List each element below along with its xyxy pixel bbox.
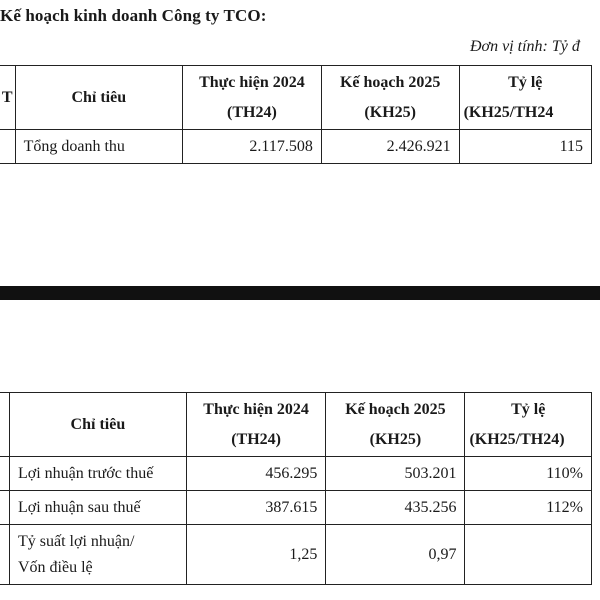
header-kh25-line1: Kế hoạch 2025 <box>339 73 441 91</box>
row-ratio: 115 <box>459 130 591 164</box>
header-th24-line1: Thực hiện 2024 <box>203 400 309 418</box>
header-th24 <box>186 393 326 457</box>
revenue-plan-table <box>0 65 592 164</box>
table-row <box>0 457 592 491</box>
header-kh25-line2: (KH25) <box>364 103 416 121</box>
header-th24-line1: Thực hiện 2024 <box>199 73 305 91</box>
row-label: Lợi nhuận sau thuế <box>10 491 187 525</box>
row-stt <box>0 457 10 491</box>
row-label <box>10 525 187 585</box>
section-divider <box>0 286 600 300</box>
row-kh25: 2.426.921 <box>321 130 459 164</box>
table-row <box>0 525 592 585</box>
header-ratio-line2: (KH25/TH24 <box>463 103 554 121</box>
unit-note: Đơn vị tính: Tỷ đ <box>470 38 580 55</box>
header-ratio-line2: (KH25/TH24) <box>469 430 565 448</box>
header-ratio-line1: Tỷ lệ <box>511 400 546 418</box>
header-kh25-line1: Kế hoạch 2025 <box>345 400 446 418</box>
table-row <box>0 491 592 525</box>
document-title: Kế hoạch kinh doanh Công ty TCO: <box>0 6 267 25</box>
row-label: Tổng doanh thu <box>15 130 182 164</box>
row-kh25: 503.201 <box>326 457 465 491</box>
row-th24: 387.615 <box>186 491 326 525</box>
header-kh25 <box>326 393 465 457</box>
header-th24-line2: (TH24) <box>231 430 281 448</box>
header-chi-tieu: Chỉ tiêu <box>15 66 182 130</box>
header-chi-tieu: Chỉ tiêu <box>10 393 187 457</box>
row-stt <box>0 130 15 164</box>
row-kh25: 0,97 <box>326 525 465 585</box>
row-stt <box>0 525 10 585</box>
table-row <box>0 130 592 164</box>
row-stt <box>0 491 10 525</box>
header-th24-line2: (TH24) <box>227 103 277 121</box>
row-label-line2: Vốn điều lệ <box>18 558 93 576</box>
row-label-line1: Tỷ suất lợi nhuận/ <box>18 532 135 550</box>
header-th24 <box>183 66 322 130</box>
header-kh25 <box>321 66 459 130</box>
header-ratio <box>465 393 592 457</box>
row-ratio: 110% <box>465 457 592 491</box>
row-th24: 1,25 <box>186 525 326 585</box>
row-ratio: 112% <box>465 491 592 525</box>
table-header-row <box>0 66 592 130</box>
row-kh25: 435.256 <box>326 491 465 525</box>
row-th24: 2.117.508 <box>183 130 322 164</box>
header-ratio-line1: Tỷ lệ <box>508 73 543 91</box>
row-th24: 456.295 <box>186 457 326 491</box>
table-header-row <box>0 393 592 457</box>
header-stt <box>0 393 10 457</box>
row-label: Lợi nhuận trước thuế <box>10 457 187 491</box>
header-ratio <box>459 66 591 130</box>
header-stt: T <box>0 66 15 130</box>
header-kh25-line2: (KH25) <box>369 430 422 448</box>
row-ratio <box>465 525 592 585</box>
profit-plan-table <box>0 392 592 585</box>
